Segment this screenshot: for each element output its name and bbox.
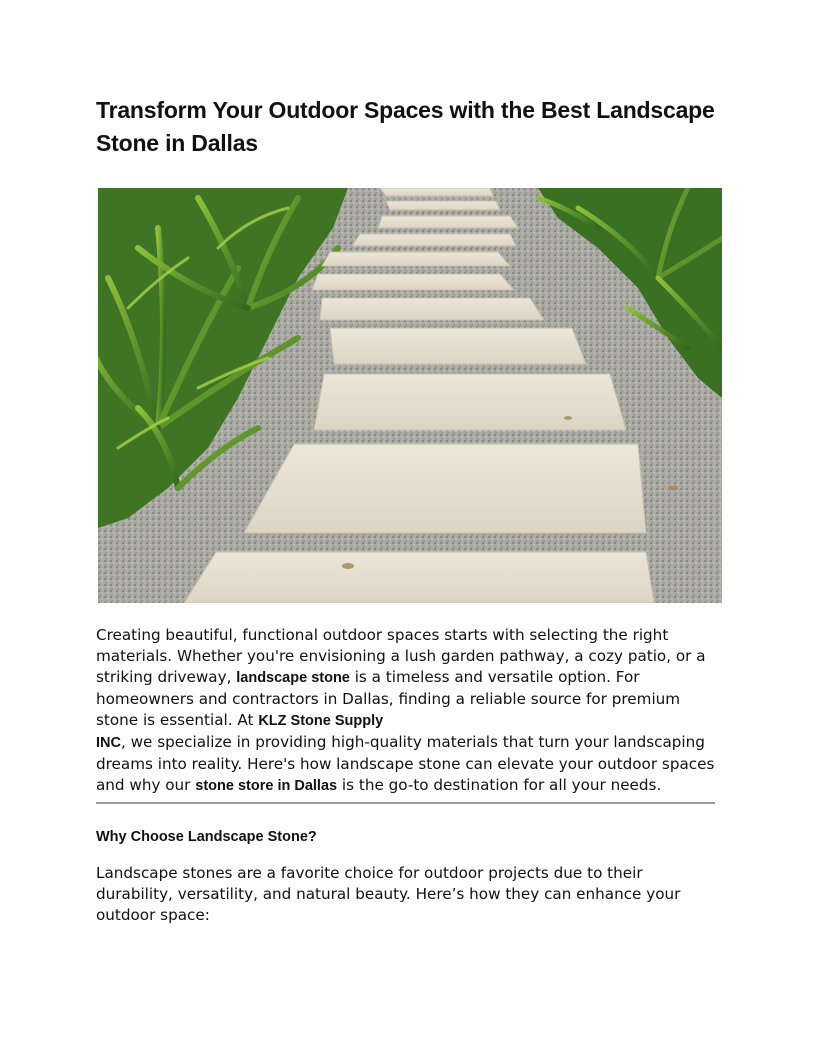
intro-text-1: Creating beautiful, functional outdoor spaces starts with selecting the right materials. Whether you're envisioning a lush garden pathway, a cozy patio, or a striking driveway, <box>96 626 706 686</box>
hero-image <box>98 188 722 603</box>
intro-text-3: , we specialize in providing high-quality materials that turn your landscaping dreams into reality. Here's how landscape stone can elevate your outdoor spaces and why our <box>96 733 715 794</box>
page-title: Transform Your Outdoor Spaces with the Best Landscape Stone in Dallas <box>96 97 715 156</box>
landscape-stone-link: landscape stone <box>236 670 350 686</box>
company-name-part-2: INC <box>96 735 121 751</box>
section-paragraph: Landscape stones are a favorite choice for outdoor projects due to their durability, versatility, and natural beauty. Here’s how they can enhance your outdoor space: <box>96 864 681 924</box>
intro-paragraph <box>96 625 726 797</box>
intro-text-2: is a timeless and versatile option. For homeowners and contractors in Dallas, finding a reliable source for premium stone is essential. At <box>96 668 681 729</box>
section-heading: Why Choose Landscape Stone? <box>96 829 317 845</box>
horizontal-rule <box>96 802 715 804</box>
stone-store-link: stone store in Dallas <box>195 778 338 794</box>
landscape-stone-pathway-illustration <box>98 188 722 603</box>
intro-text-4: is the go-to destination for all your needs. <box>337 776 662 794</box>
company-name-part-1: KLZ Stone Supply <box>258 713 384 729</box>
